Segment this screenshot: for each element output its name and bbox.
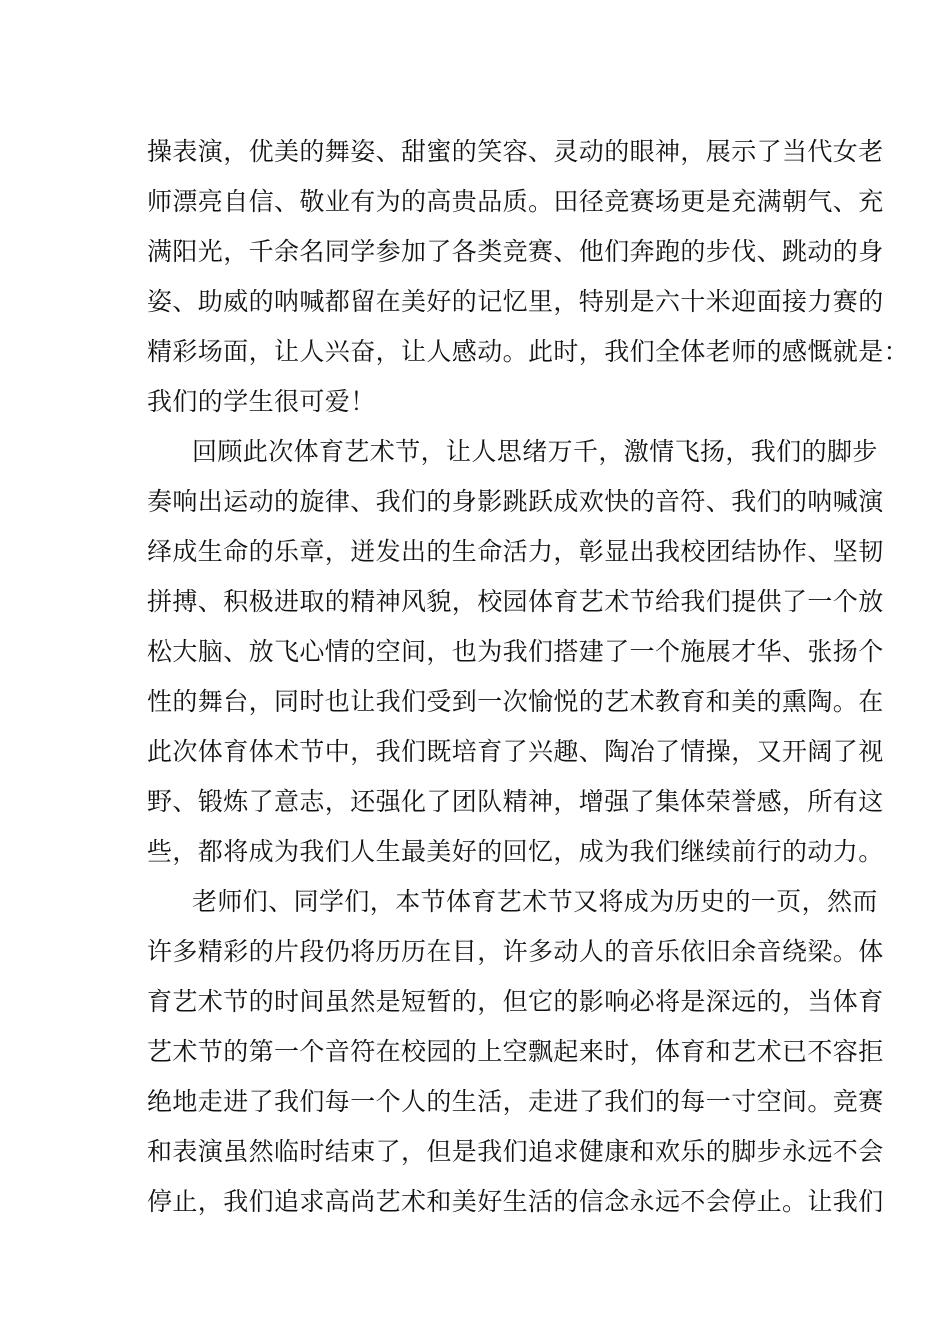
document-body (147, 130, 910, 1230)
text-line: 此次体育体术节中，我们既培育了兴趣、陶冶了情操，又开阔了视 (147, 737, 884, 766)
paragraph-2 (147, 430, 884, 880)
text-line: 操表演，优美的舞姿、甜蜜的笑容、灵动的眼神，展示了当代女老 (147, 137, 884, 166)
text-line: 精彩场面，让人兴奋，让人感动。此时，我们全体老师的感慨就是： (147, 337, 910, 366)
text-line-first: 回顾此次体育艺术节，让人思绪万千，激情飞扬，我们的脚步 (192, 437, 878, 466)
text-line: 满阳光，千余名同学参加了各类竞赛、他们奔跑的步伐、跳动的身 (147, 237, 884, 266)
text-line: 艺术节的第一个音符在校园的上空飘起来时，体育和艺术已不容拒 (147, 1037, 884, 1066)
text-line: 育艺术节的时间虽然是短暂的，但它的影响必将是深远的，当体育 (147, 987, 884, 1016)
text-line: 师漂亮自信、敬业有为的高贵品质。田径竞赛场更是充满朝气、充 (147, 187, 884, 216)
text-line: 许多精彩的片段仍将历历在目，许多动人的音乐依旧余音绕梁。体 (147, 937, 884, 966)
text-line: 姿、助威的呐喊都留在美好的记忆里，特别是六十米迎面接力赛的 (147, 287, 884, 316)
text-line: 绎成生命的乐章，迸发出的生命活力，彰显出我校团结协作、坚韧 (147, 537, 884, 566)
text-line-first: 老师们、同学们，本节体育艺术节又将成为历史的一页，然而 (192, 887, 878, 916)
text-line: 我们的学生很可爱！ (147, 387, 376, 416)
text-line: 性的舞台，同时也让我们受到一次愉悦的艺术教育和美的熏陶。在 (147, 687, 884, 716)
text-line: 和表演虽然临时结束了，但是我们追求健康和欢乐的脚步永远不会 (147, 1137, 884, 1166)
paragraph-1 (147, 130, 910, 430)
text-line: 绝地走进了我们每一个人的生活，走进了我们的每一寸空间。竞赛 (147, 1087, 884, 1116)
text-line: 松大脑、放飞心情的空间，也为我们搭建了一个施展才华、张扬个 (147, 637, 884, 666)
text-line: 停止，我们追求高尚艺术和美好生活的信念永远不会停止。让我们 (147, 1187, 884, 1216)
text-line: 些，都将成为我们人生最美好的回忆，成为我们继续前行的动力。 (147, 837, 884, 866)
text-line: 野、锻炼了意志，还强化了团队精神，增强了集体荣誉感，所有这 (147, 787, 884, 816)
text-line: 拼搏、积极进取的精神风貌，校园体育艺术节给我们提供了一个放 (147, 587, 884, 616)
paragraph-3 (147, 880, 884, 1230)
text-line: 奏响出运动的旋律、我们的身影跳跃成欢快的音符、我们的呐喊演 (147, 487, 884, 516)
